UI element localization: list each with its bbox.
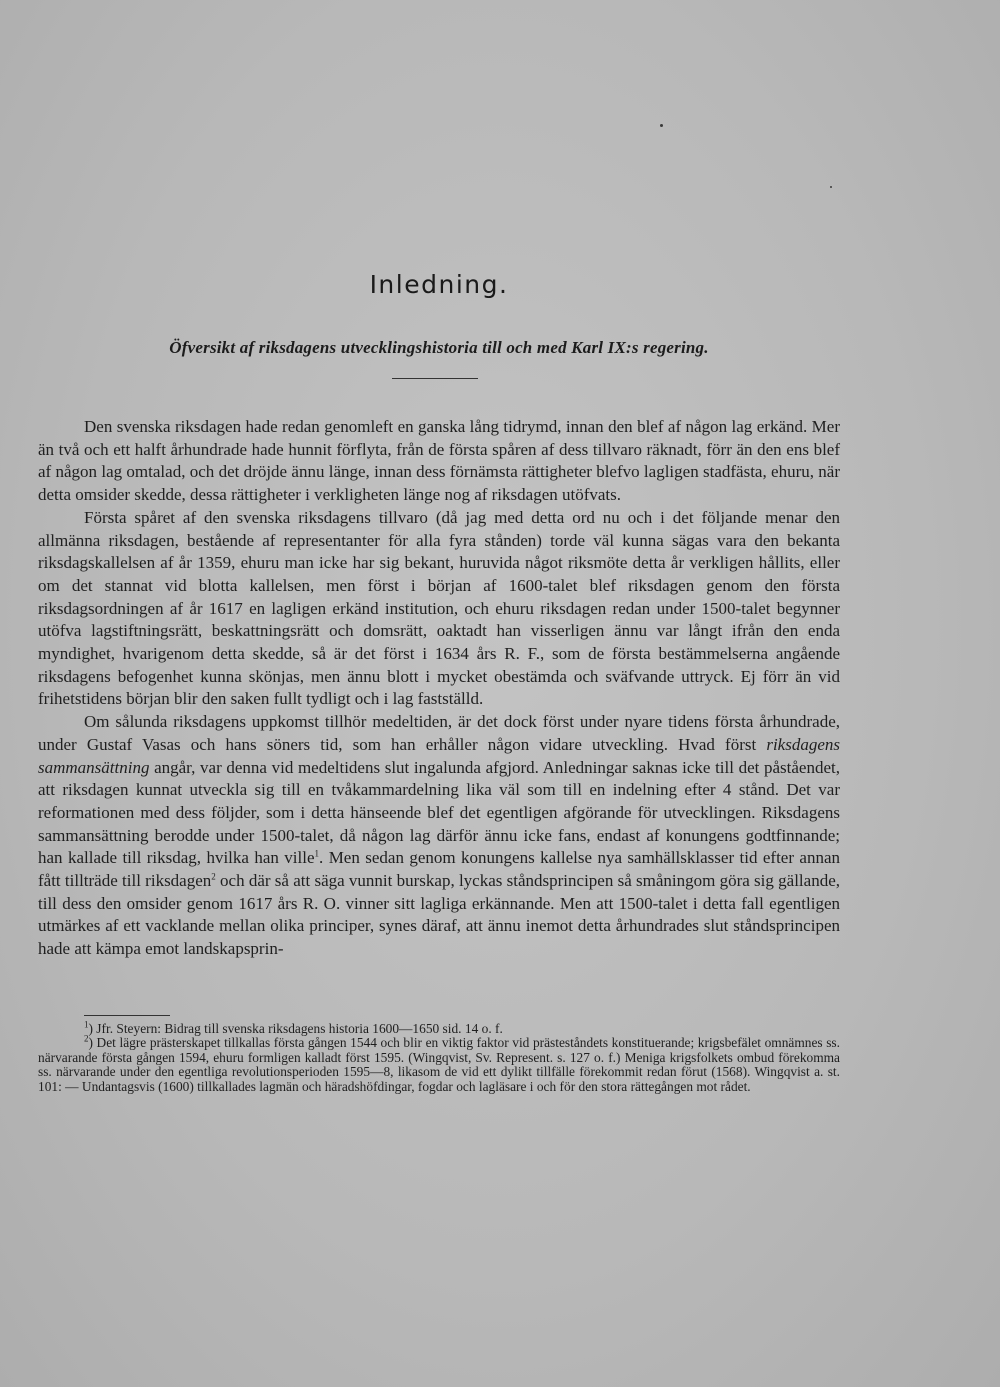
footnote-ref-1: 1 (314, 848, 320, 859)
footnote-1-mark: 1 (84, 1019, 89, 1030)
document-page (38, 0, 840, 1387)
paragraph-1: Den svenska riksdagen hade redan genomleft en ganska lång tidrymd, innan den blef af någon lag erkänd. Mer än två och ett halft århundrade hade hunnit förflyta, från de första spåren af dess tillvaro räknadt, förr än den ens blef af någon lag omtalad, och det dröjde ännu länge, innan dess förnämsta rättigheter blefvo lagligen stadfästa, ehuru, när detta omsider skedde, dessa rättigheter i verkligheten länge nog af riksdagen utöfvats. (38, 417, 840, 505)
footnote-2-text: ) Det lägre prästerskapet tillkallas första gången 1544 och blir en viktig faktor vid prästeståndets konstituerande; krigsbefälet omnämnes ss. närvarande första gången 1594, ehuru formligen kalladt först 1595. (Wingqvist, Sv. Represent. s. 127 o. f.) Meniga krigsfolkets ombud förekomma ss. närvarande under den egentliga revolutionsperioden 1595—8, likasom de vid ett dylikt tillfälle förekommit redan förut (1568). Wingqvist a. st. 101: — Undantagsvis (1600) tillkallades lagmän och häradshöfdingar, fogdar och lagläsare i och för den stora rättegången mot rådet. (38, 1035, 840, 1094)
paragraph-3-part-3: . Men sedan genom konungens kallelse nya samhällsklasser tid efter annan fått tillträde till riksdagen (38, 848, 840, 891)
chapter-heading: Inledning. (369, 270, 509, 299)
paragraph-3 (38, 711, 840, 961)
paragraph-3-part-1: Om sålunda riksdagens uppkomst tillhör medeltiden, är det dock först under nyare tidens första århundrade, under Gustaf Vasas och hans söners tid, som han erhåller någon vidare utveckling. Hvad först (38, 712, 840, 754)
body-text (38, 416, 840, 961)
footnote-ref-2: 2 (211, 871, 216, 882)
footnote-2-mark: 2 (84, 1033, 89, 1044)
heading-divider (392, 378, 478, 379)
footnote-divider (84, 1015, 170, 1016)
paragraph-3-part-2: angår, var denna vid medeltidens slut ingalunda afgjord. Anledningar saknas icke till det påståendet, att riksdagen kunnat utveckla sig till en tvåkammardelning lika väl som till en indelning efter 4 stånd. Det var reformationen med dess följder, som i detta hänseende blef det egentligen afgörande för utvecklingen. Riksdagens sammansättning berodde under 1500-talet, då någon lag därför ännu icke fans, endast af konungens godtfinnande; han kallade till riksdag, hvilka han ville (38, 757, 840, 868)
paper-speck (660, 124, 663, 127)
paper-speck (830, 186, 832, 188)
paragraph-2: Första spåret af den svenska riksdagens tillvaro (då jag med detta ord nu och i det följande menar den allmänna riksdagen, bestående af representanter för alla fyra stånden) torde väl kunna sägas vara den bekanta riksdagskallelsen af år 1359, ehuru man icke har sig bekant, huruvida något riksmöte detta år verkligen hållits, eller om det stannat vid blotta kallelsen, men först i början af 1600-talet blef riksdagen genom den första riksdagsordningen af år 1617 en lagligen erkänd institution, och ehuru riksdagen redan under 1500-talet begynner utöfva lagstiftningsrätt, beskattningsrätt och domsrätt, oaktadt han visserligen ännu var långt ifrån den enda myndighet, hvarigenom detta skedde, så är det först i 1634 års R. F., som de första bestämmelserna angående riksdagens befogenhet kunna skönjas, men ännu blott i mycket obestämda och sväfvande uttryck. Ej förr än vid frihetstidens början blir den saken fullt tydligt och i lag fastställd. (38, 507, 840, 709)
footnotes (38, 1019, 840, 1094)
footnote-1-text: ) Jfr. Steyern: Bidrag till svenska riksdagens historia 1600—1650 sid. 14 o. f. (88, 1021, 503, 1036)
paragraph-3-part-4: och där så att säga vunnit burskap, lyckas ståndsprincipen så småningom göra sig gällande, till dess den omsider genom 1617 års R. O. vinner sitt lagliga erkännande. Men att 1500-talet i detta fall egentligen utmärkes af ett vacklande mellan olika principer, synes däraf, att ännu inemot detta århundrades slut ståndsprincipen hade att kämpa emot landskapsprin- (38, 871, 840, 959)
chapter-subtitle: Öfversikt af riksdagens utvecklingshistoria till och med Karl IX:s regering. (169, 338, 709, 357)
emphasis-riksdagens-sammansattning: riksdagens sammansättning (38, 734, 840, 777)
footnote-2 (38, 1033, 840, 1094)
